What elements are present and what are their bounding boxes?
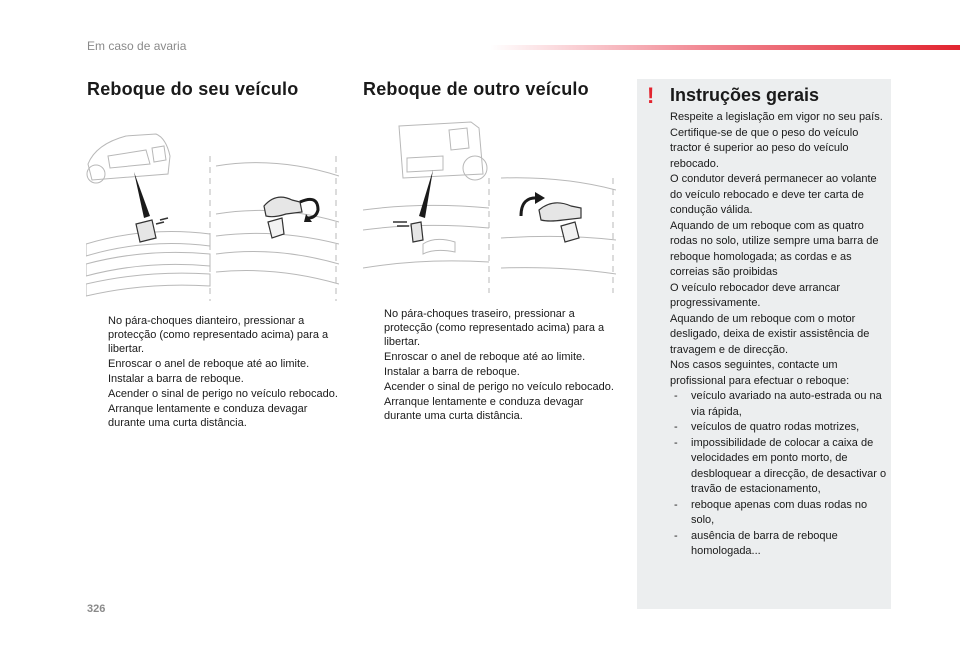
- list-item: - veículo avariado na auto-estrada ou na via rápida,: [674, 390, 882, 418]
- list-item: No pára-choques traseiro, pressionar a protecção (como representado acima) para a libertar.: [384, 308, 605, 348]
- list-item: Enroscar o anel de reboque até ao limite.: [108, 358, 310, 370]
- info-paragraph: Nos casos seguintes, contacte um profissional para efectuar o reboque:: [670, 359, 850, 387]
- list-item: Arranque lentamente e conduza devagar durante uma curta distância.: [108, 403, 308, 429]
- left-column-title: Reboque do seu veículo: [87, 79, 299, 99]
- exclamation-icon: !: [647, 83, 655, 108]
- list-item: Instalar a barra de reboque.: [384, 366, 520, 378]
- rear-towing-illustration: [363, 118, 616, 293]
- list-item: No pára-choques dianteiro, pressionar a protecção (como representado acima) para a libertar.: [108, 315, 329, 355]
- info-paragraph: Aquando de um reboque com o motor desligado, deixa de existir assistência de travagem e de direcção.: [670, 312, 870, 356]
- list-item: Acender o sinal de perigo no veículo rebocado.: [384, 381, 614, 393]
- list-item: - reboque apenas com duas rodas no solo,: [674, 498, 868, 526]
- list-item: Arranque lentamente e conduza devagar durante uma curta distância.: [384, 396, 584, 422]
- header-accent-bar: [490, 45, 960, 50]
- cases-list: [670, 389, 888, 560]
- section-header: Em caso de avaria: [87, 39, 187, 53]
- list-item: - impossibilidade de colocar a caixa de velocidades em ponto morto, de desbloquear a direcção, de desactivar o travão de estacionamento,: [674, 436, 887, 495]
- front-towing-illustration: [86, 126, 339, 301]
- info-paragraph: Respeite a legislação em vigor no seu país.: [670, 111, 883, 123]
- info-box-body: [670, 110, 888, 560]
- middle-column-title: Reboque de outro veículo: [363, 79, 589, 99]
- page-number: 326: [87, 603, 106, 615]
- list-item: Instalar a barra de reboque.: [108, 373, 244, 385]
- list-item: - veículos de quatro rodas motrizes,: [674, 421, 860, 433]
- info-box-title: Instruções gerais: [670, 85, 820, 105]
- left-steps-list: [87, 314, 342, 431]
- list-item: - ausência de barra de reboque homologada...: [674, 529, 838, 557]
- middle-steps-list: [363, 307, 621, 424]
- info-paragraph: Aquando de um reboque com as quatro rodas no solo, utilize sempre uma barra de reboque homologada; as cordas e as correias são proibidas: [670, 219, 879, 278]
- info-paragraph: Certifique-se de que o peso do veículo tractor é superior ao peso do veículo rebocado.: [670, 126, 859, 170]
- info-paragraph: O veículo rebocador deve arrancar progressivamente.: [670, 281, 840, 309]
- list-item: Acender o sinal de perigo no veículo rebocado.: [108, 388, 338, 400]
- list-item: Enroscar o anel de reboque até ao limite.: [384, 351, 586, 363]
- info-paragraph: O condutor deverá permanecer ao volante do veículo rebocado e deve ter carta de condução válida.: [670, 173, 877, 216]
